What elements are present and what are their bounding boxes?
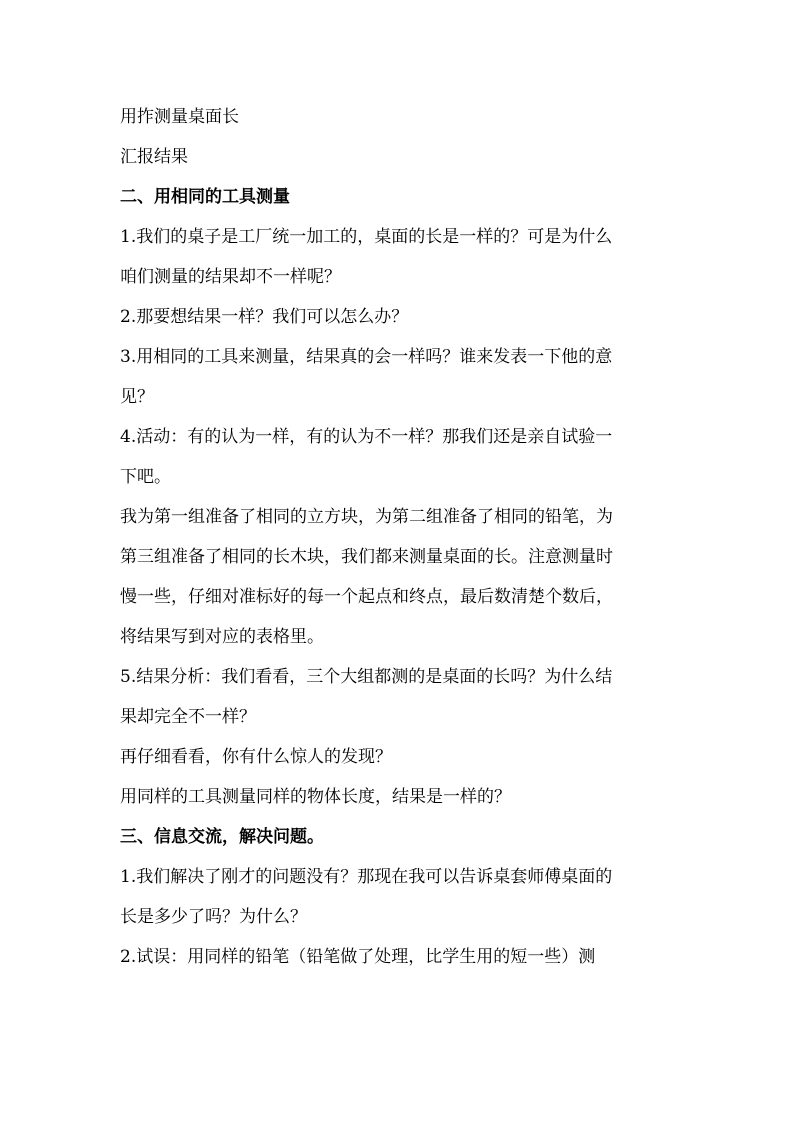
- text-line: 5.结果分析：我们看看，三个大组都测的是桌面的长吗？为什么结: [120, 667, 613, 687]
- text-line: 用拃测量桌面长: [120, 107, 239, 127]
- text-line: 我为第一组准备了相同的立方块，为第二组准备了相同的铅笔，为: [120, 507, 613, 527]
- section-heading: 三、信息交流，解决问题。: [120, 827, 324, 847]
- text-line: 4.活动：有的认为一样，有的认为不一样？那我们还是亲自试验一: [120, 427, 613, 447]
- text-line: 果却完全不一样？: [120, 707, 256, 727]
- text-line: 1.我们解决了刚才的问题没有？那现在我可以告诉桌套师傅桌面的: [120, 867, 613, 887]
- text-line: 将结果写到对应的表格里。: [120, 627, 324, 647]
- text-line: 咱们测量的结果却不一样呢？: [120, 267, 341, 287]
- text-line: 2.试误：用同样的铅笔（铅笔做了处理，比学生用的短一些）测: [120, 947, 596, 967]
- section-heading: 二、用相同的工具测量: [120, 187, 290, 207]
- text-line: 长是多少了吗？为什么？: [120, 907, 307, 927]
- text-line: 下吧。: [120, 467, 171, 487]
- text-line: 慢一些，仔细对准标好的每一个起点和终点，最后数清楚个数后，: [120, 587, 613, 607]
- text-line: 见？: [120, 387, 154, 407]
- text-line: 第三组准备了相同的长木块，我们都来测量桌面的长。注意测量时: [120, 547, 613, 567]
- text-line: 用同样的工具测量同样的物体长度，结果是一样的？: [120, 787, 511, 807]
- text-line: 3.用相同的工具来测量，结果真的会一样吗？谁来发表一下他的意: [120, 347, 613, 367]
- document-body: [120, 101, 668, 981]
- text-line: 1.我们的桌子是工厂统一加工的，桌面的长是一样的？可是为什么: [120, 227, 613, 247]
- text-line: 汇报结果: [120, 147, 188, 167]
- text-line: 再仔细看看，你有什么惊人的发现？: [120, 747, 392, 767]
- text-line: 2.那要想结果一样？我们可以怎么办？: [120, 307, 409, 327]
